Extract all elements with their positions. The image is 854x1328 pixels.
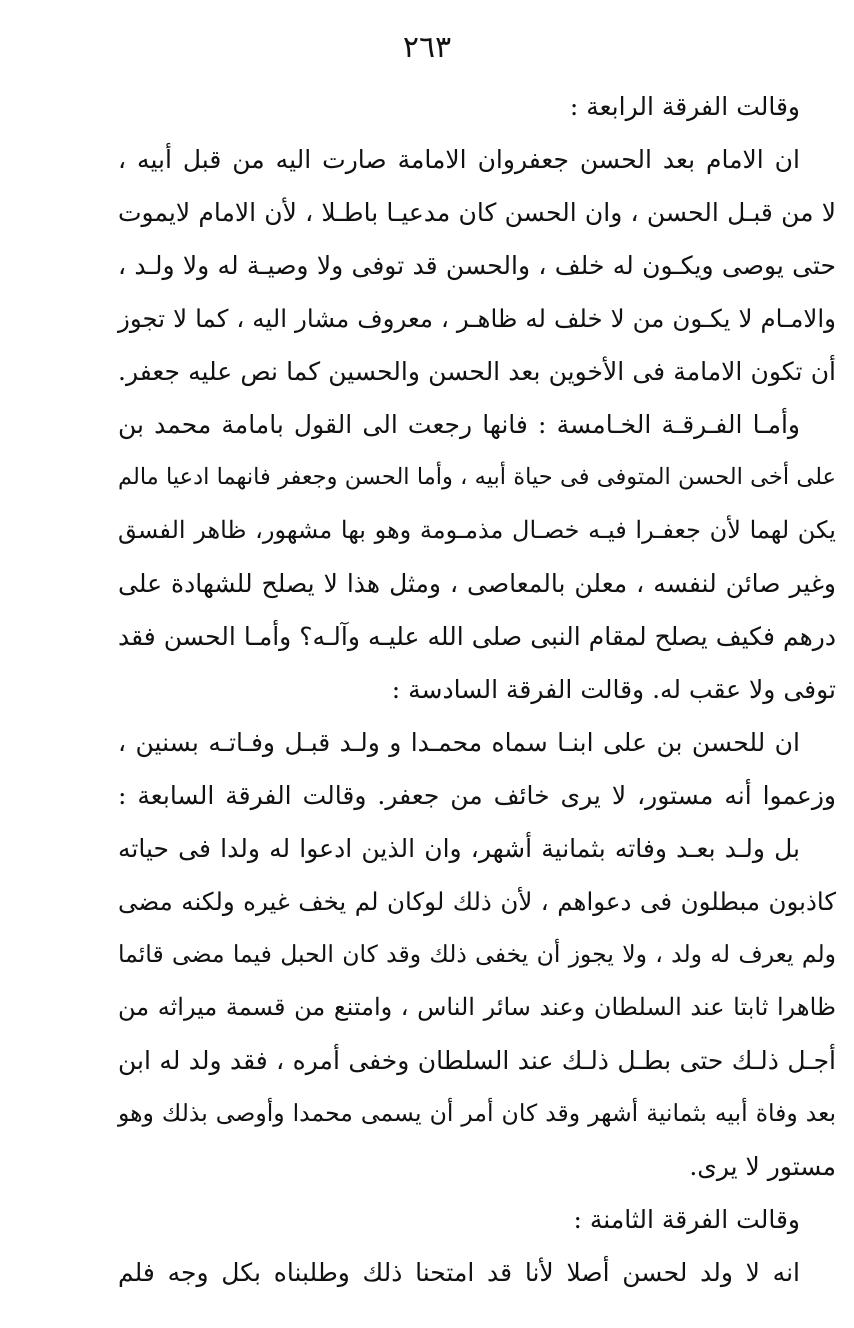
text-line: حتى يوصى ويكـون له خلف ، والحسن قد توفى ولا وصيـة له ولا ولـد ، bbox=[118, 251, 836, 280]
text-line: درهم فكيف يصلح لمقام النبى صلى الله عليـه وآلـه؟ وأمـا الحسن فقد bbox=[118, 622, 836, 651]
text-line: وأمـا الفـرقـة الخـامسة : فانها رجعت الى القول بامامة محمد بن bbox=[118, 410, 800, 439]
text-line: مستور لا يرى. bbox=[689, 1152, 836, 1181]
text-line: بل ولـد بعـد وفاته بثمانية أشهر، وان الذين ادعوا له ولدا فى حياته bbox=[118, 834, 800, 863]
text-line: وغير صائن لنفسه ، معلن بالمعاصى ، ومثل هذا لا يصلح للشهادة على bbox=[118, 569, 836, 598]
text-line: ان الامام بعد الحسن جعفروان الامامة صارت اليه من قبل أبيه ، bbox=[118, 145, 800, 174]
text-line: والامـام لا يكـون من لا خلف له ظاهـر ، معروف مشار اليه ، كما لا تجوز bbox=[118, 304, 836, 333]
text-line: وقالت الفرقة الثامنة : bbox=[573, 1205, 800, 1234]
text-line: على أخى الحسن المتوفى فى حياة أبيه ، وأما الحسن وجعفر فانهما ادعيا مالم bbox=[118, 464, 836, 490]
text-line: يكن لهما لأن جعفـرا فيـه خصـال مذمـومة وهو بها مشهور، ظاهر الفسق bbox=[118, 516, 836, 544]
text-line: كاذبون مبطلون فى دعواهم ، لأن ذلك لوكان لم يخف غيره ولكنه مضى bbox=[118, 887, 836, 916]
text-line: توفى ولا عقب له. وقالت الفرقة السادسة : bbox=[391, 675, 836, 704]
text-line: ظاهرا ثابتا عند السلطان وعند سائر الناس ، وامتنع من قسمة ميراثه من bbox=[118, 993, 836, 1021]
text-line: أن تكون الامامة فى الأخوين بعد الحسن والحسين كما نص عليه جعفر. bbox=[118, 357, 836, 386]
page-number: ٢٦٣ bbox=[402, 30, 452, 65]
text-line: انه لا ولد لحسن أصلا لأنا قد امتحنا ذلك وطلبناه بكل وجه فلم bbox=[118, 1258, 800, 1287]
text-line: ولم يعرف له ولد ، ولا يجوز أن يخفى ذلك وقد كان الحبل فيما مضى قائما bbox=[118, 940, 836, 968]
text-line: لا من قبـل الحسن ، وان الحسن كان مدعيـا باطـلا ، لأن الامام لايموت bbox=[118, 198, 836, 227]
text-line: ان للحسن بن على ابنـا سماه محمـدا و ولـد قبـل وفـاتـه بسنين ، bbox=[118, 728, 800, 757]
text-line: وقالت الفرقة الرابعة : bbox=[569, 92, 800, 121]
text-line: بعد وفاة أبيه بثمانية أشهر وقد كان أمر أن يسمى محمدا وأوصى بذلك وهو bbox=[118, 1099, 836, 1127]
text-line: وزعموا أنه مستور، لا يرى خائف من جعفر. وقالت الفرقة السابعة : bbox=[118, 781, 836, 810]
body-text bbox=[118, 80, 836, 1299]
text-line: أجـل ذلـك حتى بطـل ذلـك عند السلطان وخفى أمره ، فقد ولد له ابن bbox=[118, 1046, 836, 1075]
